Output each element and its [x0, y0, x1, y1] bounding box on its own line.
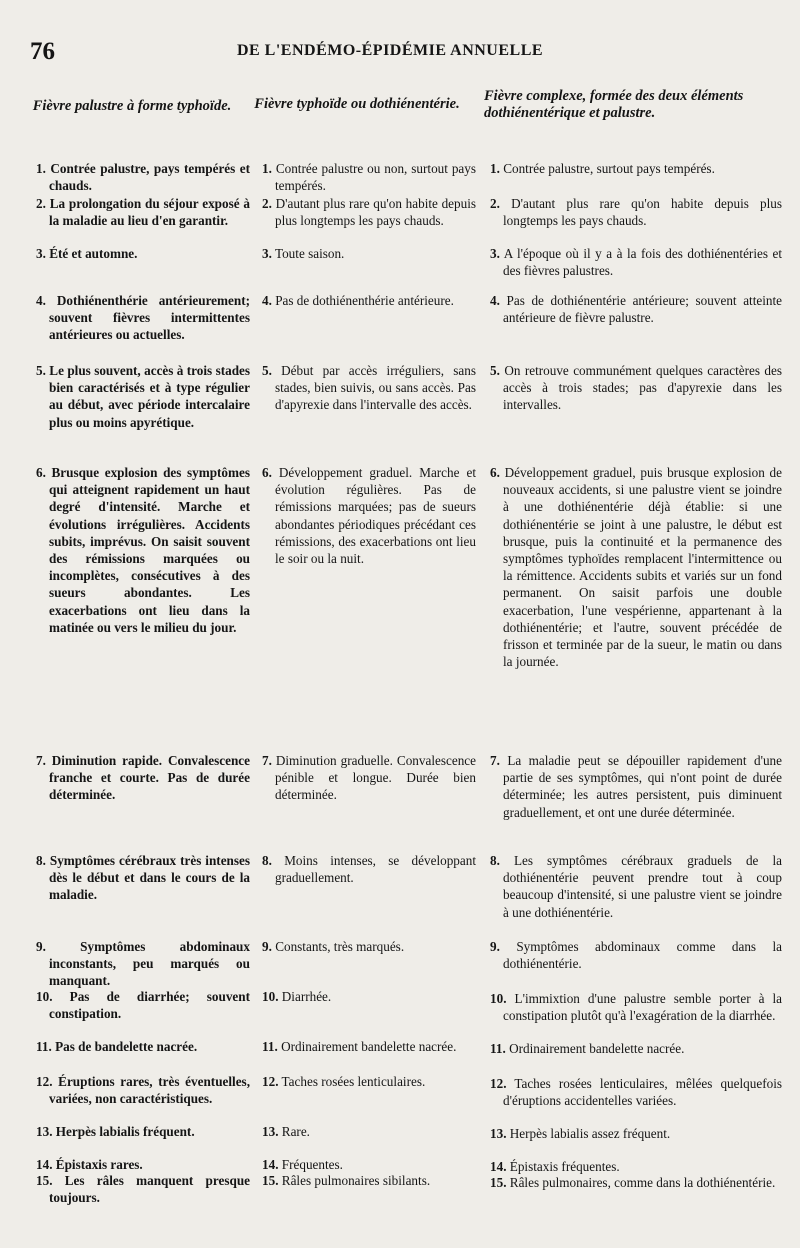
item-text: La maladie peut se dépouiller rapidement d'une partie de ses symptômes, qui n'ont point de durée déterminée; les autres persistent, puis diminuent graduellement, et ont une durée déterminée.: [503, 753, 783, 820]
column-1-item-9: [36, 938, 250, 990]
column-2-item-13: [262, 1123, 476, 1140]
column-3-item-15: [490, 1174, 782, 1191]
item-number: 5.: [490, 363, 500, 378]
item-text: Pas de dothiénentérie antérieure; souvent atteinte antérieure de fièvre palustre.: [503, 293, 783, 326]
item-number: 2.: [36, 196, 46, 211]
item-text: Été et automne.: [49, 246, 138, 261]
item-text: Diminution graduelle. Convalescence pénible et longue. Durée bien déterminée.: [275, 753, 476, 803]
column-3-item-4: [490, 292, 782, 326]
column-1-item-4: [36, 292, 250, 344]
item-text: Pas de diarrhée; souvent constipation.: [49, 989, 251, 1022]
item-text: Ordinairement bandelette nacrée.: [509, 1041, 685, 1056]
column-3-item-6: [490, 464, 782, 670]
item-number: 12.: [490, 1076, 507, 1091]
item-number: 10.: [490, 991, 507, 1006]
item-number: 15.: [36, 1173, 53, 1188]
item-text: Toute saison.: [274, 246, 345, 261]
column-3-item-9: [490, 938, 782, 972]
item-text: Pas de dothiénenthérie antérieure.: [275, 293, 454, 308]
column-2-item-11: [262, 1038, 476, 1055]
item-text: Les râles manquent presque toujours.: [49, 1173, 251, 1206]
column-3-item-1: [490, 160, 782, 177]
item-text: Début par accès irréguliers, sans stades, bien suivis, ou sans accès. Pas d'apyrexie dans l'intervalle des accès.: [275, 363, 477, 413]
item-number: 15.: [262, 1173, 279, 1188]
item-number: 4.: [490, 293, 500, 308]
item-text: D'autant plus rare qu'on habite depuis plus longtemps les pays chauds.: [275, 196, 477, 229]
item-text: Épistaxis rares.: [55, 1157, 143, 1172]
item-text: Symptômes abdominaux comme dans la dothiénentérie.: [503, 939, 783, 972]
item-text: D'autant plus rare qu'on habite depuis plus longtemps les pays chauds.: [503, 196, 783, 229]
column-1-item-7: [36, 752, 250, 804]
item-number: 5.: [262, 363, 272, 378]
column-1-item-5: [36, 362, 250, 431]
item-number: 6.: [490, 465, 500, 480]
item-text: On retrouve communément quelques caractères des accès à trois stades; pas d'apyrexie dans les intervalles.: [503, 363, 782, 413]
item-number: 10.: [36, 989, 53, 1004]
item-number: 15.: [490, 1175, 507, 1190]
column-2-item-2: [262, 195, 476, 229]
item-number: 1.: [36, 161, 46, 176]
column-2-item-1: [262, 160, 476, 194]
item-number: 9.: [490, 939, 500, 954]
column-2-item-7: [262, 752, 476, 804]
item-number: 6.: [36, 465, 46, 480]
item-number: 7.: [262, 753, 272, 768]
column-3-item-11: [490, 1040, 782, 1057]
item-number: 13.: [490, 1126, 507, 1141]
item-number: 13.: [36, 1124, 53, 1139]
item-text: Râles pulmonaires, comme dans la dothiénentérie.: [509, 1175, 776, 1190]
item-number: 1.: [490, 161, 500, 176]
item-number: 7.: [36, 753, 46, 768]
item-number: 3.: [36, 246, 46, 261]
column-1-item-6: [36, 464, 250, 636]
column-2-item-3: [262, 245, 476, 262]
item-number: 7.: [490, 753, 500, 768]
column-2-item-10: [262, 988, 476, 1005]
item-number: 10.: [262, 989, 279, 1004]
item-text: Fréquentes.: [281, 1157, 343, 1172]
item-text: Diarrhée.: [281, 989, 332, 1004]
column-2-item-14: [262, 1156, 476, 1173]
column-1-item-8: [36, 852, 250, 904]
column-2-item-4: [262, 292, 476, 309]
item-number: 12.: [262, 1074, 279, 1089]
item-number: 3.: [490, 246, 500, 261]
item-text: Brusque explosion des symptômes qui atteignent rapidement un haut degré d'intensité. Marche et évolutions irrégulières. Accidents subits, imprévus. On saisit souvent des rémissions marquées ou incomplètes, consécutives à des sueurs abondantes. Les exacerbations ont lieu dans la matinée ou vers le milieu du jour.: [49, 465, 250, 635]
item-number: 4.: [262, 293, 272, 308]
item-number: 8.: [490, 853, 500, 868]
column-heading-2: Fièvre typhoïde ou dothiénentérie.: [254, 96, 460, 112]
column-3-item-10: [490, 990, 782, 1024]
column-2-item-5: [262, 362, 476, 414]
item-text: Ordinairement bandelette nacrée.: [281, 1039, 457, 1054]
item-text: Le plus souvent, accès à trois stades bien caractérisés et à type régulier au début, avec période intercalaire plus ou moins apyrétique.: [49, 363, 251, 430]
page-number: 76: [30, 38, 55, 65]
column-1-item-10: [36, 988, 250, 1022]
column-heading-1: Fièvre palustre à forme typhoïde.: [32, 98, 232, 114]
item-text: Rare.: [281, 1124, 310, 1139]
item-text: Pas de bandelette nacrée.: [55, 1039, 198, 1054]
item-number: 2.: [490, 196, 500, 211]
item-number: 14.: [262, 1157, 279, 1172]
item-number: 14.: [36, 1157, 53, 1172]
column-3-item-8: [490, 852, 782, 921]
item-text: Contrée palustre, pays tempérés et chauds.: [49, 161, 250, 194]
item-text: Dothiénenthérie antérieurement; souvent fièvres intermittentes antérieures ou actuelles.: [49, 293, 250, 343]
item-text: Les symptômes cérébraux graduels de la dothiénentérie peuvent prendre tout à coup beaucoup d'intensité, si une palustre vient se joindre à une dothiénentérie.: [503, 853, 782, 920]
item-text: Développement graduel, puis brusque explosion de nouveaux accidents, si une palustre vient se joindre à une dothiénentérie déjà établie: si une dothiénentérie se joint à une palustre, le début est brusque, puis la continuité et la permanence des symptômes typhoïdes remplacent l'intermittence ou la rémittence. Accidents subits et variés sur un fond permanent. On saisit parfois une double exacerbation, l'une vespérienne, appartenant à la dothiénentérie; et l'autre, souvent précédée de frisson et terminée par de la sueur, le matin ou dans la journée.: [503, 465, 782, 670]
item-text: Contrée palustre ou non, surtout pays tempérés.: [275, 161, 477, 194]
item-number: 1.: [262, 161, 272, 176]
item-text: Herpès labialis fréquent.: [55, 1124, 195, 1139]
item-text: Épistaxis fréquentes.: [509, 1159, 620, 1174]
item-number: 8.: [262, 853, 272, 868]
column-2-item-12: [262, 1073, 476, 1090]
column-2-item-15: [262, 1172, 476, 1189]
column-2-item-8: [262, 852, 476, 886]
item-text: Râles pulmonaires sibilants.: [281, 1173, 431, 1188]
item-number: 11.: [36, 1039, 52, 1054]
column-2-item-6: [262, 464, 476, 567]
item-number: 12.: [36, 1074, 53, 1089]
column-heading-3: Fièvre complexe, formée des deux éléments dothiénentérique et palustre.: [484, 88, 744, 121]
column-3-item-13: [490, 1125, 782, 1142]
item-number: 3.: [262, 246, 272, 261]
item-number: 11.: [490, 1041, 506, 1056]
column-3-item-12: [490, 1075, 782, 1109]
column-1-item-2: [36, 195, 250, 229]
item-text: Contrée palustre, surtout pays tempérés.: [503, 161, 715, 176]
item-number: 9.: [262, 939, 272, 954]
item-number: 13.: [262, 1124, 279, 1139]
item-text: Herpès labialis assez fréquent.: [509, 1126, 671, 1141]
item-text: La prolongation du séjour exposé à la maladie au lieu d'en garantir.: [49, 196, 250, 229]
column-1-item-14: [36, 1156, 250, 1173]
column-3-item-2: [490, 195, 782, 229]
item-text: Développement graduel. Marche et évolution régulières. Pas de rémissions marquées; pas de sueurs abondantes périodiques précédant ces rémissions, des exacerbations ont lieu le soir ou la nuit.: [275, 465, 476, 567]
column-1-item-3: [36, 245, 250, 262]
item-text: Constants, très marqués.: [275, 939, 405, 954]
column-1-item-1: [36, 160, 250, 194]
column-3-item-3: [490, 245, 782, 279]
item-number: 5.: [36, 363, 46, 378]
item-number: 14.: [490, 1159, 507, 1174]
item-text: A l'époque où il y a à la fois des dothiénentéries et des fièvres palustres.: [503, 246, 782, 279]
column-3-item-14: [490, 1158, 782, 1175]
item-number: 9.: [36, 939, 46, 954]
item-number: 6.: [262, 465, 272, 480]
item-number: 8.: [36, 853, 46, 868]
item-text: Symptômes abdominaux inconstants, peu marqués ou manquant.: [49, 939, 250, 989]
item-number: 4.: [36, 293, 46, 308]
column-1-item-13: [36, 1123, 250, 1140]
item-text: Diminution rapide. Convalescence franche et courte. Pas de durée déterminée.: [49, 753, 250, 803]
item-text: Taches rosées lenticulaires.: [281, 1074, 426, 1089]
item-text: Moins intenses, se développant graduellement.: [275, 853, 476, 886]
column-1-item-11: [36, 1038, 250, 1055]
item-number: 11.: [262, 1039, 278, 1054]
item-text: Éruptions rares, très éventuelles, variées, non caractéristiques.: [49, 1074, 250, 1107]
column-1-item-12: [36, 1073, 250, 1107]
item-text: L'immixtion d'une palustre semble porter à la constipation plutôt qu'à l'exagération de la diarrhée.: [503, 991, 783, 1024]
item-number: 2.: [262, 196, 272, 211]
item-text: Taches rosées lenticulaires, mêlées quelquefois d'éruptions accidentelles variées.: [503, 1076, 782, 1109]
column-1-item-15: [36, 1172, 250, 1206]
column-3-item-5: [490, 362, 782, 414]
column-2-item-9: [262, 938, 476, 955]
running-title: DE L'ENDÉMO-ÉPIDÉMIE ANNUELLE: [236, 42, 544, 59]
column-3-item-7: [490, 752, 782, 821]
item-text: Symptômes cérébraux très intenses dès le début et dans le cours de la maladie.: [49, 853, 250, 903]
